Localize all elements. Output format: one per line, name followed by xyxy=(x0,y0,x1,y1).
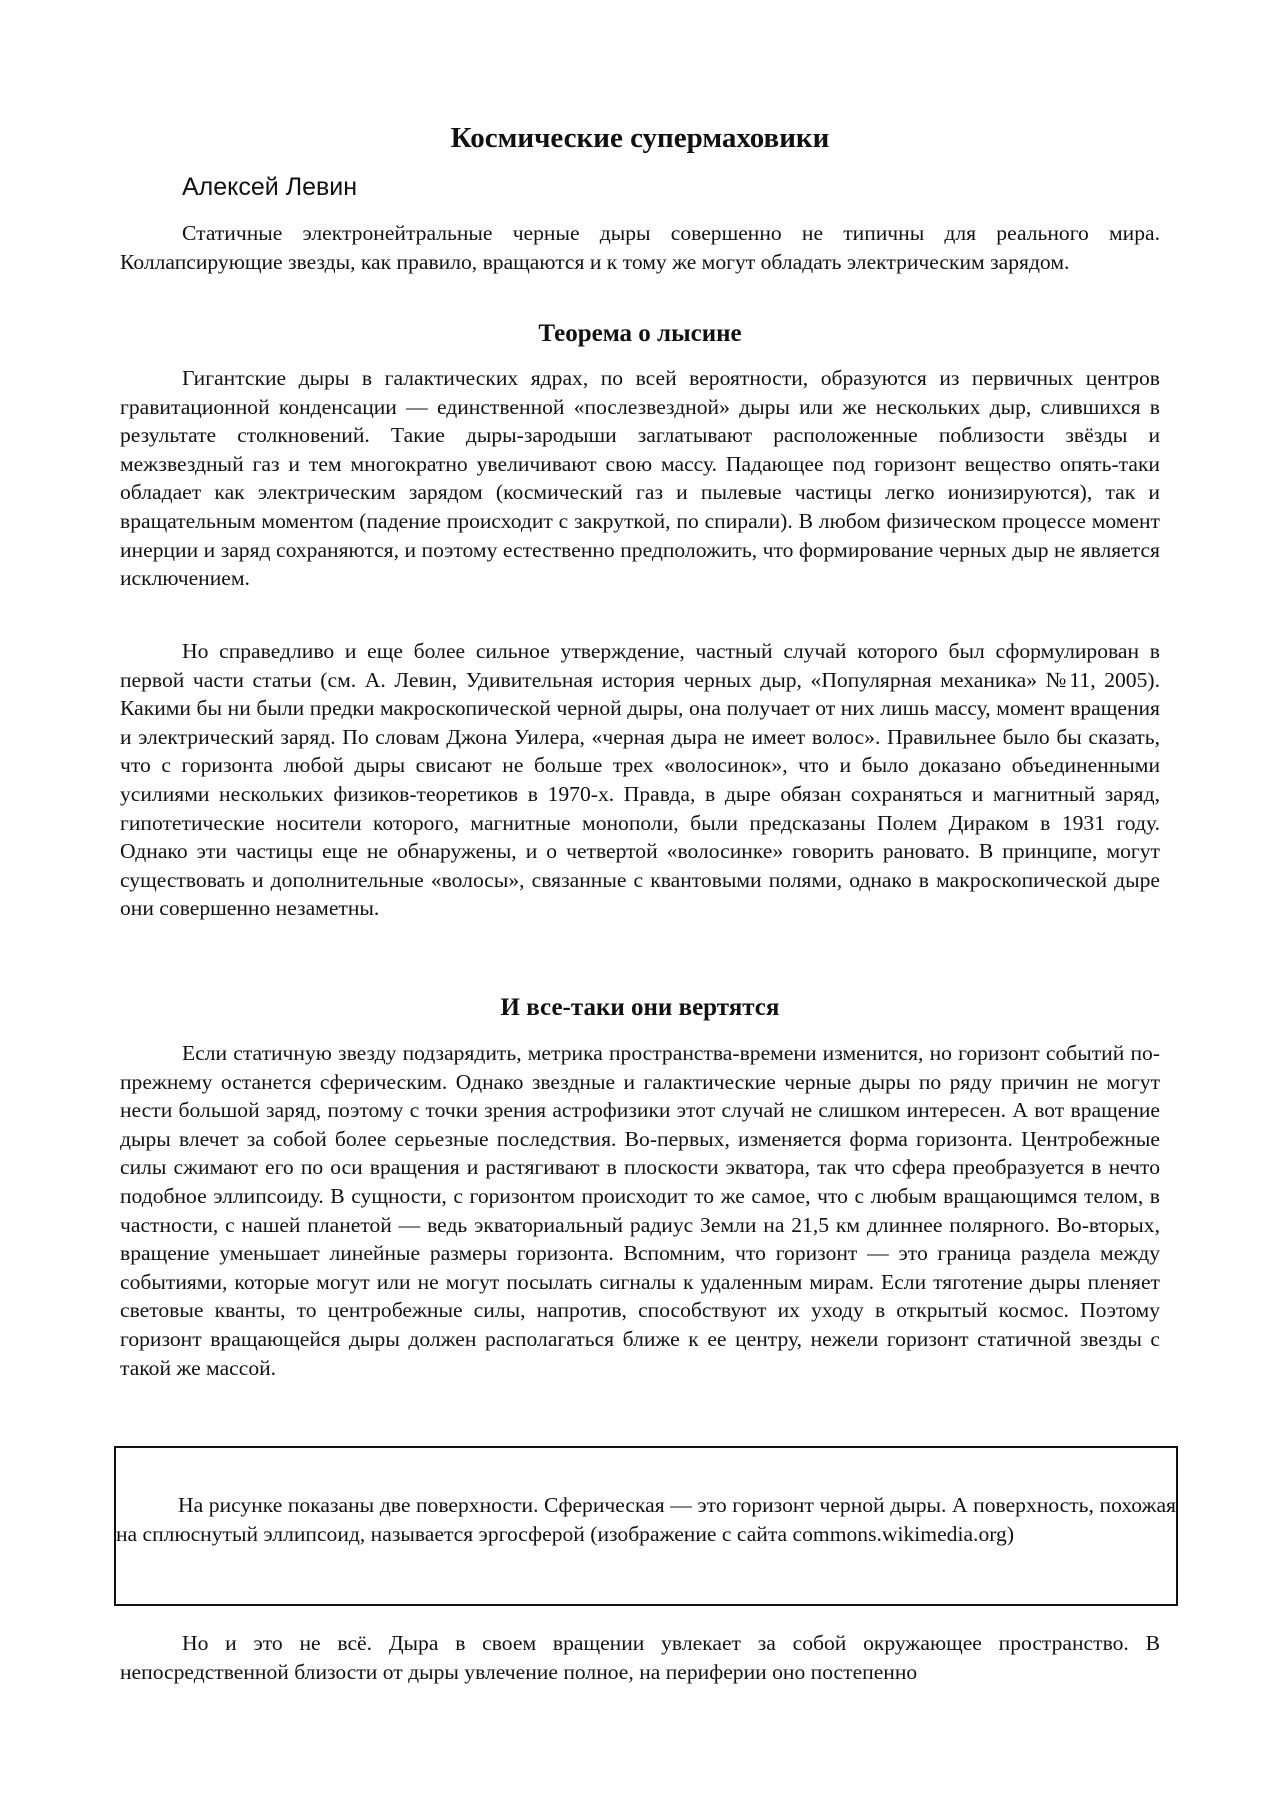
section1-paragraph-2: Но справедливо и еще более сильное утверждение, частный случай которого был сформулирован в первой части статьи (см. А. Левин, Удивительная история черных дыр, «Популярная механика» №11, 2005). Какими бы ни были предки макроскопической черной дыры, она получает от них лишь массу, момент вращения и электрический заряд. По словам Джона Уилера, «черная дыра не имеет волос». Правильнее было бы сказать, что с горизонта любой дыры свисают не больше трех «волосинок», что и было доказано объединенными усилиями нескольких физиков-теоретиков в 1970-х. Правда, в дыре обязан сохраняться и магнитный заряд, гипотетические носители которого, магнитные монополи, были предсказаны Полем Дираком в 1931 году. Однако эти частицы еще не обнаружены, и о четвертой «волосинке» говорить рановато. В принципе, могут существовать и дополнительные «волосы», связанные с квантовыми полями, однако в макроскопической дыре они совершенно незаметны. xyxy=(120,639,1160,921)
section-heading-bald-theorem: Теорема о лысине xyxy=(538,320,742,347)
section2-paragraph-2: Но и это не всё. Дыра в своем вращении увлекает за собой окружающее пространство. В непосредственной близости от дыры увлечение полное, на периферии оно постепенно xyxy=(120,1631,1160,1684)
section-heading-they-spin: И все-таки они вертятся xyxy=(500,994,780,1021)
section2-paragraph-1: Если статичную звезду подзарядить, метрика пространства-времени изменится, но горизонт событий по-прежнему останется сферическим. Однако звездные и галактические черные дыры по ряду причин не могут нести большой заряд, поэтому с точки зрения астрофизики этот случай не слишком интересен. А вот вращение дыры влечет за собой более серьезные последствия. Во-первых, изменяется форма горизонта. Центробежные силы сжимают его по оси вращения и растягивают в плоскости экватора, так что сфера преобразуется в нечто подобное эллипсоиду. В сущности, с горизонтом происходит то же самое, что с любым вращающимся телом, в частности, с нашей планетой — ведь экваториальный радиус Земли на 21,5 км длиннее полярного. Во-вторых, вращение уменьшает линейные размеры горизонта. Вспомним, что горизонт — это граница раздела между событиями, которые могут или не могут посылать сигналы к удаленным мирам. Если тяготение дыры пленяет световые кванты, то центробежные силы, напротив, способствуют их уходу в открытый космос. Поэтому горизонт вращающейся дыры должен располагаться ближе к ее центру, нежели горизонт статичной звезды с такой же массой. xyxy=(120,1041,1160,1380)
article-title: Космические супермаховики xyxy=(450,122,830,154)
figure-caption: На рисунке показаны две поверхности. Сферическая — это горизонт черной дыры. А поверхность, похожая на сплюснутый эллипсоид, называется эргосферой (изображение с сайта commons.wikimedia.org) xyxy=(116,1493,1176,1546)
section1-paragraph-1: Гигантские дыры в галактических ядрах, по всей вероятности, образуются из первичных центров гравитационной конденсации — единственной «послезвездной» дыры или же нескольких дыр, слившихся в результате столкновений. Такие дыры-зародыши заглатывают расположенные поблизости звёзды и межзвездный газ и тем многократно увеличивают свою массу. Падающее под горизонт вещество опять-таки обладает как электрическим зарядом (космический газ и пылевые частицы легко ионизируются), так и вращательным моментом (падение происходит с закруткой, по спирали). В любом физическом процессе момент инерции и заряд сохраняются, и поэтому естественно предположить, что формирование черных дыр не является исключением. xyxy=(120,366,1160,591)
intro-paragraph: Статичные электронейтральные черные дыры совершенно не типичны для реального мира. Коллапсирующие звезды, как правило, вращаются и к тому же могут обладать электрическим зарядом. xyxy=(120,221,1160,274)
figure-caption-box xyxy=(114,1446,1178,1606)
article-author: Алексей Левин xyxy=(182,173,358,201)
